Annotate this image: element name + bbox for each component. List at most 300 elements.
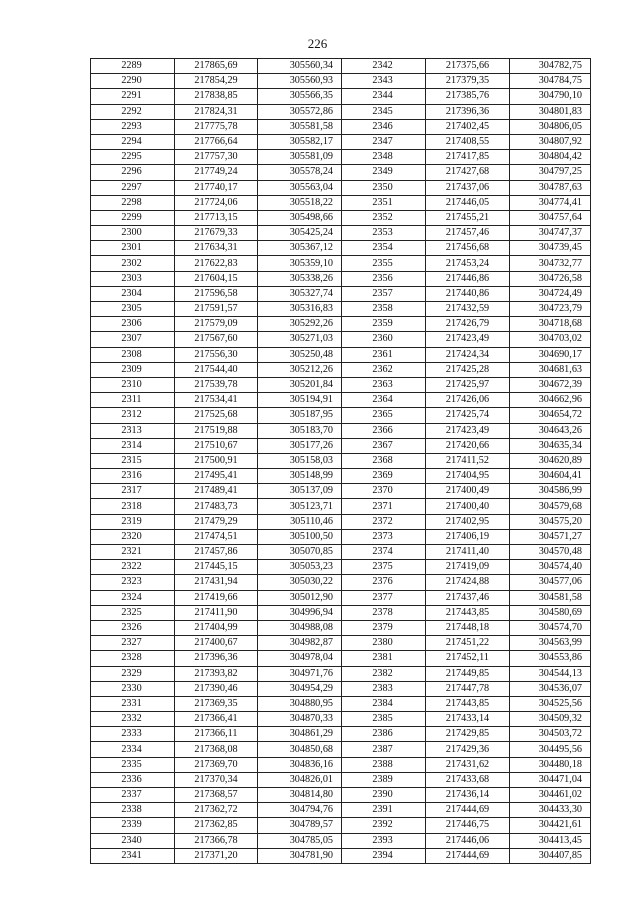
y-coordinate-cell: 304681,63	[510, 362, 591, 377]
table-row	[91, 620, 591, 635]
y-coordinate-cell: 304726,58	[510, 271, 591, 286]
x-coordinate-cell: 217724,06	[175, 195, 258, 210]
point-number-cell: 2341	[91, 848, 175, 863]
y-coordinate-cell: 304982,87	[258, 636, 342, 651]
table-row	[91, 605, 591, 620]
y-coordinate-cell: 304407,85	[510, 848, 591, 863]
x-coordinate-cell: 217446,06	[426, 833, 510, 848]
y-coordinate-cell: 304672,39	[510, 377, 591, 392]
x-coordinate-cell: 217838,85	[175, 89, 258, 104]
x-coordinate-cell: 217423,49	[426, 332, 510, 347]
point-number-cell: 2382	[342, 666, 426, 681]
y-coordinate-cell: 305212,26	[258, 362, 342, 377]
point-number-cell: 2317	[91, 484, 175, 499]
y-coordinate-cell: 304747,37	[510, 226, 591, 241]
x-coordinate-cell: 217366,78	[175, 833, 258, 848]
x-coordinate-cell: 217396,36	[175, 651, 258, 666]
point-number-cell: 2340	[91, 833, 175, 848]
y-coordinate-cell: 304782,75	[510, 59, 591, 74]
point-number-cell: 2300	[91, 226, 175, 241]
y-coordinate-cell: 304789,57	[258, 818, 342, 833]
x-coordinate-cell: 217451,22	[426, 636, 510, 651]
table-row	[91, 210, 591, 225]
table-row	[91, 74, 591, 89]
x-coordinate-cell: 217604,15	[175, 271, 258, 286]
point-number-cell: 2356	[342, 271, 426, 286]
point-number-cell: 2363	[342, 377, 426, 392]
y-coordinate-cell: 305367,12	[258, 241, 342, 256]
x-coordinate-cell: 217567,60	[175, 332, 258, 347]
x-coordinate-cell: 217740,17	[175, 180, 258, 195]
point-number-cell: 2378	[342, 605, 426, 620]
y-coordinate-cell: 304790,10	[510, 89, 591, 104]
point-number-cell: 2329	[91, 666, 175, 681]
y-coordinate-cell: 304785,05	[258, 833, 342, 848]
y-coordinate-cell: 304509,32	[510, 712, 591, 727]
y-coordinate-cell: 304586,99	[510, 484, 591, 499]
x-coordinate-cell: 217419,66	[175, 590, 258, 605]
table-row	[91, 560, 591, 575]
point-number-cell: 2345	[342, 104, 426, 119]
point-number-cell: 2302	[91, 256, 175, 271]
x-coordinate-cell: 217489,41	[175, 484, 258, 499]
y-coordinate-cell: 304774,41	[510, 195, 591, 210]
y-coordinate-cell: 305110,46	[258, 514, 342, 529]
table-row	[91, 59, 591, 74]
table-row	[91, 423, 591, 438]
x-coordinate-cell: 217371,20	[175, 848, 258, 863]
table-row	[91, 514, 591, 529]
y-coordinate-cell: 305030,22	[258, 575, 342, 590]
point-number-cell: 2368	[342, 453, 426, 468]
x-coordinate-cell: 217457,86	[175, 545, 258, 560]
table-row	[91, 772, 591, 787]
point-number-cell: 2346	[342, 119, 426, 134]
x-coordinate-cell: 217429,36	[426, 742, 510, 757]
point-number-cell: 2308	[91, 347, 175, 362]
table-row	[91, 484, 591, 499]
x-coordinate-cell: 217437,06	[426, 180, 510, 195]
y-coordinate-cell: 304536,07	[510, 681, 591, 696]
table-row	[91, 226, 591, 241]
x-coordinate-cell: 217444,69	[426, 848, 510, 863]
point-number-cell: 2316	[91, 469, 175, 484]
table-row	[91, 271, 591, 286]
y-coordinate-cell: 304662,96	[510, 393, 591, 408]
table-row	[91, 757, 591, 772]
point-number-cell: 2330	[91, 681, 175, 696]
point-number-cell: 2290	[91, 74, 175, 89]
y-coordinate-cell: 304861,29	[258, 727, 342, 742]
x-coordinate-cell: 217824,31	[175, 104, 258, 119]
y-coordinate-cell: 304580,69	[510, 605, 591, 620]
y-coordinate-cell: 305338,26	[258, 271, 342, 286]
x-coordinate-cell: 217500,91	[175, 453, 258, 468]
x-coordinate-cell: 217411,52	[426, 453, 510, 468]
y-coordinate-cell: 304654,72	[510, 408, 591, 423]
y-coordinate-cell: 305148,99	[258, 469, 342, 484]
y-coordinate-cell: 304797,25	[510, 165, 591, 180]
table-row	[91, 408, 591, 423]
x-coordinate-cell: 217362,72	[175, 803, 258, 818]
y-coordinate-cell: 304826,01	[258, 772, 342, 787]
y-coordinate-cell: 305581,58	[258, 119, 342, 134]
y-coordinate-cell: 304413,45	[510, 833, 591, 848]
y-coordinate-cell: 305012,90	[258, 590, 342, 605]
table-row	[91, 362, 591, 377]
x-coordinate-cell: 217436,14	[426, 788, 510, 803]
x-coordinate-cell: 217634,31	[175, 241, 258, 256]
point-number-cell: 2325	[91, 605, 175, 620]
table-row	[91, 165, 591, 180]
point-number-cell: 2357	[342, 286, 426, 301]
table-row	[91, 317, 591, 332]
y-coordinate-cell: 304807,92	[510, 134, 591, 149]
x-coordinate-cell: 217368,57	[175, 788, 258, 803]
x-coordinate-cell: 217431,94	[175, 575, 258, 590]
y-coordinate-cell: 305359,10	[258, 256, 342, 271]
x-coordinate-cell: 217479,29	[175, 514, 258, 529]
table-row	[91, 302, 591, 317]
point-number-cell: 2366	[342, 423, 426, 438]
table-row	[91, 529, 591, 544]
point-number-cell: 2334	[91, 742, 175, 757]
y-coordinate-cell: 304870,33	[258, 712, 342, 727]
y-coordinate-cell: 304804,42	[510, 150, 591, 165]
point-number-cell: 2318	[91, 499, 175, 514]
y-coordinate-cell: 305563,04	[258, 180, 342, 195]
point-number-cell: 2324	[91, 590, 175, 605]
x-coordinate-cell: 217419,09	[426, 560, 510, 575]
y-coordinate-cell: 304495,56	[510, 742, 591, 757]
y-coordinate-cell: 305425,24	[258, 226, 342, 241]
y-coordinate-cell: 304757,64	[510, 210, 591, 225]
x-coordinate-cell: 217534,41	[175, 393, 258, 408]
point-number-cell: 2298	[91, 195, 175, 210]
point-number-cell: 2327	[91, 636, 175, 651]
x-coordinate-cell: 217423,49	[426, 423, 510, 438]
x-coordinate-cell: 217404,99	[175, 620, 258, 635]
x-coordinate-cell: 217591,57	[175, 302, 258, 317]
y-coordinate-cell: 304814,80	[258, 788, 342, 803]
point-number-cell: 2293	[91, 119, 175, 134]
point-number-cell: 2350	[342, 180, 426, 195]
table-row	[91, 499, 591, 514]
x-coordinate-cell: 217369,35	[175, 696, 258, 711]
point-number-cell: 2394	[342, 848, 426, 863]
x-coordinate-cell: 217455,21	[426, 210, 510, 225]
y-coordinate-cell: 305183,70	[258, 423, 342, 438]
x-coordinate-cell: 217446,75	[426, 818, 510, 833]
y-coordinate-cell: 304724,49	[510, 286, 591, 301]
x-coordinate-cell: 217437,46	[426, 590, 510, 605]
y-coordinate-cell: 304643,26	[510, 423, 591, 438]
point-number-cell: 2328	[91, 651, 175, 666]
y-coordinate-cell: 305201,84	[258, 377, 342, 392]
x-coordinate-cell: 217622,83	[175, 256, 258, 271]
table-row	[91, 469, 591, 484]
point-number-cell: 2311	[91, 393, 175, 408]
x-coordinate-cell: 217417,85	[426, 150, 510, 165]
y-coordinate-cell: 304433,30	[510, 803, 591, 818]
point-number-cell: 2337	[91, 788, 175, 803]
table-row	[91, 712, 591, 727]
point-number-cell: 2301	[91, 241, 175, 256]
x-coordinate-cell: 217757,30	[175, 150, 258, 165]
point-number-cell: 2385	[342, 712, 426, 727]
table-row	[91, 651, 591, 666]
y-coordinate-cell: 305158,03	[258, 453, 342, 468]
point-number-cell: 2322	[91, 560, 175, 575]
table-row	[91, 803, 591, 818]
y-coordinate-cell: 304781,90	[258, 848, 342, 863]
table-row	[91, 545, 591, 560]
point-number-cell: 2383	[342, 681, 426, 696]
y-coordinate-cell: 305137,09	[258, 484, 342, 499]
point-number-cell: 2312	[91, 408, 175, 423]
point-number-cell: 2392	[342, 818, 426, 833]
x-coordinate-cell: 217404,95	[426, 469, 510, 484]
point-number-cell: 2380	[342, 636, 426, 651]
x-coordinate-cell: 217447,78	[426, 681, 510, 696]
x-coordinate-cell: 217432,59	[426, 302, 510, 317]
x-coordinate-cell: 217390,46	[175, 681, 258, 696]
point-number-cell: 2353	[342, 226, 426, 241]
y-coordinate-cell: 304421,61	[510, 818, 591, 833]
x-coordinate-cell: 217443,85	[426, 605, 510, 620]
x-coordinate-cell: 217393,82	[175, 666, 258, 681]
y-coordinate-cell: 305582,17	[258, 134, 342, 149]
point-number-cell: 2379	[342, 620, 426, 635]
y-coordinate-cell: 304571,27	[510, 529, 591, 544]
y-coordinate-cell: 304575,20	[510, 514, 591, 529]
x-coordinate-cell: 217449,85	[426, 666, 510, 681]
point-number-cell: 2333	[91, 727, 175, 742]
y-coordinate-cell: 304836,16	[258, 757, 342, 772]
x-coordinate-cell: 217429,85	[426, 727, 510, 742]
y-coordinate-cell: 305123,71	[258, 499, 342, 514]
y-coordinate-cell: 305327,74	[258, 286, 342, 301]
table-row	[91, 788, 591, 803]
table-row	[91, 453, 591, 468]
x-coordinate-cell: 217433,68	[426, 772, 510, 787]
x-coordinate-cell: 217519,88	[175, 423, 258, 438]
x-coordinate-cell: 217366,11	[175, 727, 258, 742]
point-number-cell: 2295	[91, 150, 175, 165]
x-coordinate-cell: 217474,51	[175, 529, 258, 544]
y-coordinate-cell: 305271,03	[258, 332, 342, 347]
y-coordinate-cell: 305053,23	[258, 560, 342, 575]
x-coordinate-cell: 217444,69	[426, 803, 510, 818]
x-coordinate-cell: 217369,70	[175, 757, 258, 772]
y-coordinate-cell: 304577,06	[510, 575, 591, 590]
table-row	[91, 89, 591, 104]
table-row	[91, 666, 591, 681]
y-coordinate-cell: 304850,68	[258, 742, 342, 757]
x-coordinate-cell: 217854,29	[175, 74, 258, 89]
x-coordinate-cell: 217400,67	[175, 636, 258, 651]
x-coordinate-cell: 217425,74	[426, 408, 510, 423]
point-number-cell: 2320	[91, 529, 175, 544]
point-number-cell: 2387	[342, 742, 426, 757]
x-coordinate-cell: 217411,40	[426, 545, 510, 560]
point-number-cell: 2389	[342, 772, 426, 787]
y-coordinate-cell: 305566,35	[258, 89, 342, 104]
x-coordinate-cell: 217453,24	[426, 256, 510, 271]
point-number-cell: 2315	[91, 453, 175, 468]
x-coordinate-cell: 217713,15	[175, 210, 258, 225]
point-number-cell: 2331	[91, 696, 175, 711]
table-row	[91, 590, 591, 605]
y-coordinate-cell: 304690,17	[510, 347, 591, 362]
table-row	[91, 636, 591, 651]
point-number-cell: 2326	[91, 620, 175, 635]
point-number-cell: 2309	[91, 362, 175, 377]
point-number-cell: 2376	[342, 575, 426, 590]
y-coordinate-cell: 304553,86	[510, 651, 591, 666]
point-number-cell: 2381	[342, 651, 426, 666]
table-row	[91, 119, 591, 134]
x-coordinate-cell: 217483,73	[175, 499, 258, 514]
y-coordinate-cell: 304954,29	[258, 681, 342, 696]
table-row	[91, 332, 591, 347]
x-coordinate-cell: 217579,09	[175, 317, 258, 332]
y-coordinate-cell: 304732,77	[510, 256, 591, 271]
point-number-cell: 2375	[342, 560, 426, 575]
x-coordinate-cell: 217544,40	[175, 362, 258, 377]
y-coordinate-cell: 304801,83	[510, 104, 591, 119]
point-number-cell: 2343	[342, 74, 426, 89]
point-number-cell: 2297	[91, 180, 175, 195]
point-number-cell: 2370	[342, 484, 426, 499]
y-coordinate-cell: 305518,22	[258, 195, 342, 210]
x-coordinate-cell: 217443,85	[426, 696, 510, 711]
y-coordinate-cell: 304461,02	[510, 788, 591, 803]
point-number-cell: 2296	[91, 165, 175, 180]
y-coordinate-cell: 305070,85	[258, 545, 342, 560]
x-coordinate-cell: 217446,86	[426, 271, 510, 286]
table-row	[91, 848, 591, 863]
y-coordinate-cell: 304544,13	[510, 666, 591, 681]
x-coordinate-cell: 217408,55	[426, 134, 510, 149]
point-number-cell: 2289	[91, 59, 175, 74]
y-coordinate-cell: 305292,26	[258, 317, 342, 332]
x-coordinate-cell: 217495,41	[175, 469, 258, 484]
x-coordinate-cell: 217539,78	[175, 377, 258, 392]
point-number-cell: 2304	[91, 286, 175, 301]
point-number-cell: 2303	[91, 271, 175, 286]
x-coordinate-cell: 217424,88	[426, 575, 510, 590]
point-number-cell: 2338	[91, 803, 175, 818]
x-coordinate-cell: 217431,62	[426, 757, 510, 772]
table-row	[91, 393, 591, 408]
x-coordinate-cell: 217510,67	[175, 438, 258, 453]
x-coordinate-cell: 217366,41	[175, 712, 258, 727]
point-number-cell: 2364	[342, 393, 426, 408]
y-coordinate-cell: 304480,18	[510, 757, 591, 772]
x-coordinate-cell: 217385,76	[426, 89, 510, 104]
x-coordinate-cell: 217433,14	[426, 712, 510, 727]
table-row	[91, 833, 591, 848]
y-coordinate-cell: 305560,93	[258, 74, 342, 89]
point-number-cell: 2373	[342, 529, 426, 544]
x-coordinate-cell: 217424,34	[426, 347, 510, 362]
point-number-cell: 2335	[91, 757, 175, 772]
x-coordinate-cell: 217865,69	[175, 59, 258, 74]
x-coordinate-cell: 217420,66	[426, 438, 510, 453]
point-number-cell: 2390	[342, 788, 426, 803]
point-number-cell: 2365	[342, 408, 426, 423]
y-coordinate-cell: 304581,58	[510, 590, 591, 605]
x-coordinate-cell: 217379,35	[426, 74, 510, 89]
page-number: 226	[307, 36, 328, 51]
x-coordinate-cell: 217456,68	[426, 241, 510, 256]
y-coordinate-cell: 304620,89	[510, 453, 591, 468]
x-coordinate-cell: 217425,97	[426, 377, 510, 392]
x-coordinate-cell: 217425,28	[426, 362, 510, 377]
coordinates-table-body	[91, 59, 591, 864]
point-number-cell: 2367	[342, 438, 426, 453]
point-number-cell: 2336	[91, 772, 175, 787]
table-row	[91, 681, 591, 696]
x-coordinate-cell: 217406,19	[426, 529, 510, 544]
x-coordinate-cell: 217396,36	[426, 104, 510, 119]
x-coordinate-cell: 217368,08	[175, 742, 258, 757]
table-row	[91, 818, 591, 833]
x-coordinate-cell: 217426,06	[426, 393, 510, 408]
point-number-cell: 2351	[342, 195, 426, 210]
y-coordinate-cell: 304525,56	[510, 696, 591, 711]
point-number-cell: 2360	[342, 332, 426, 347]
point-number-cell: 2393	[342, 833, 426, 848]
x-coordinate-cell: 217400,40	[426, 499, 510, 514]
point-number-cell: 2348	[342, 150, 426, 165]
x-coordinate-cell: 217679,33	[175, 226, 258, 241]
point-number-cell: 2344	[342, 89, 426, 104]
point-number-cell: 2323	[91, 575, 175, 590]
y-coordinate-cell: 304574,40	[510, 560, 591, 575]
point-number-cell: 2369	[342, 469, 426, 484]
point-number-cell: 2386	[342, 727, 426, 742]
y-coordinate-cell: 304604,41	[510, 469, 591, 484]
point-number-cell: 2347	[342, 134, 426, 149]
y-coordinate-cell: 305250,48	[258, 347, 342, 362]
y-coordinate-cell: 304996,94	[258, 605, 342, 620]
point-number-cell: 2305	[91, 302, 175, 317]
point-number-cell: 2292	[91, 104, 175, 119]
x-coordinate-cell: 217445,15	[175, 560, 258, 575]
table-row	[91, 104, 591, 119]
point-number-cell: 2306	[91, 317, 175, 332]
point-number-cell: 2359	[342, 317, 426, 332]
y-coordinate-cell: 304723,79	[510, 302, 591, 317]
x-coordinate-cell: 217446,05	[426, 195, 510, 210]
x-coordinate-cell: 217427,68	[426, 165, 510, 180]
point-number-cell: 2332	[91, 712, 175, 727]
y-coordinate-cell: 305187,95	[258, 408, 342, 423]
y-coordinate-cell: 304503,72	[510, 727, 591, 742]
y-coordinate-cell: 304784,75	[510, 74, 591, 89]
y-coordinate-cell: 304563,99	[510, 636, 591, 651]
x-coordinate-cell: 217411,90	[175, 605, 258, 620]
point-number-cell: 2371	[342, 499, 426, 514]
x-coordinate-cell: 217525,68	[175, 408, 258, 423]
table-row	[91, 195, 591, 210]
table-row	[91, 696, 591, 711]
table-row	[91, 377, 591, 392]
y-coordinate-cell: 304739,45	[510, 241, 591, 256]
x-coordinate-cell: 217440,86	[426, 286, 510, 301]
